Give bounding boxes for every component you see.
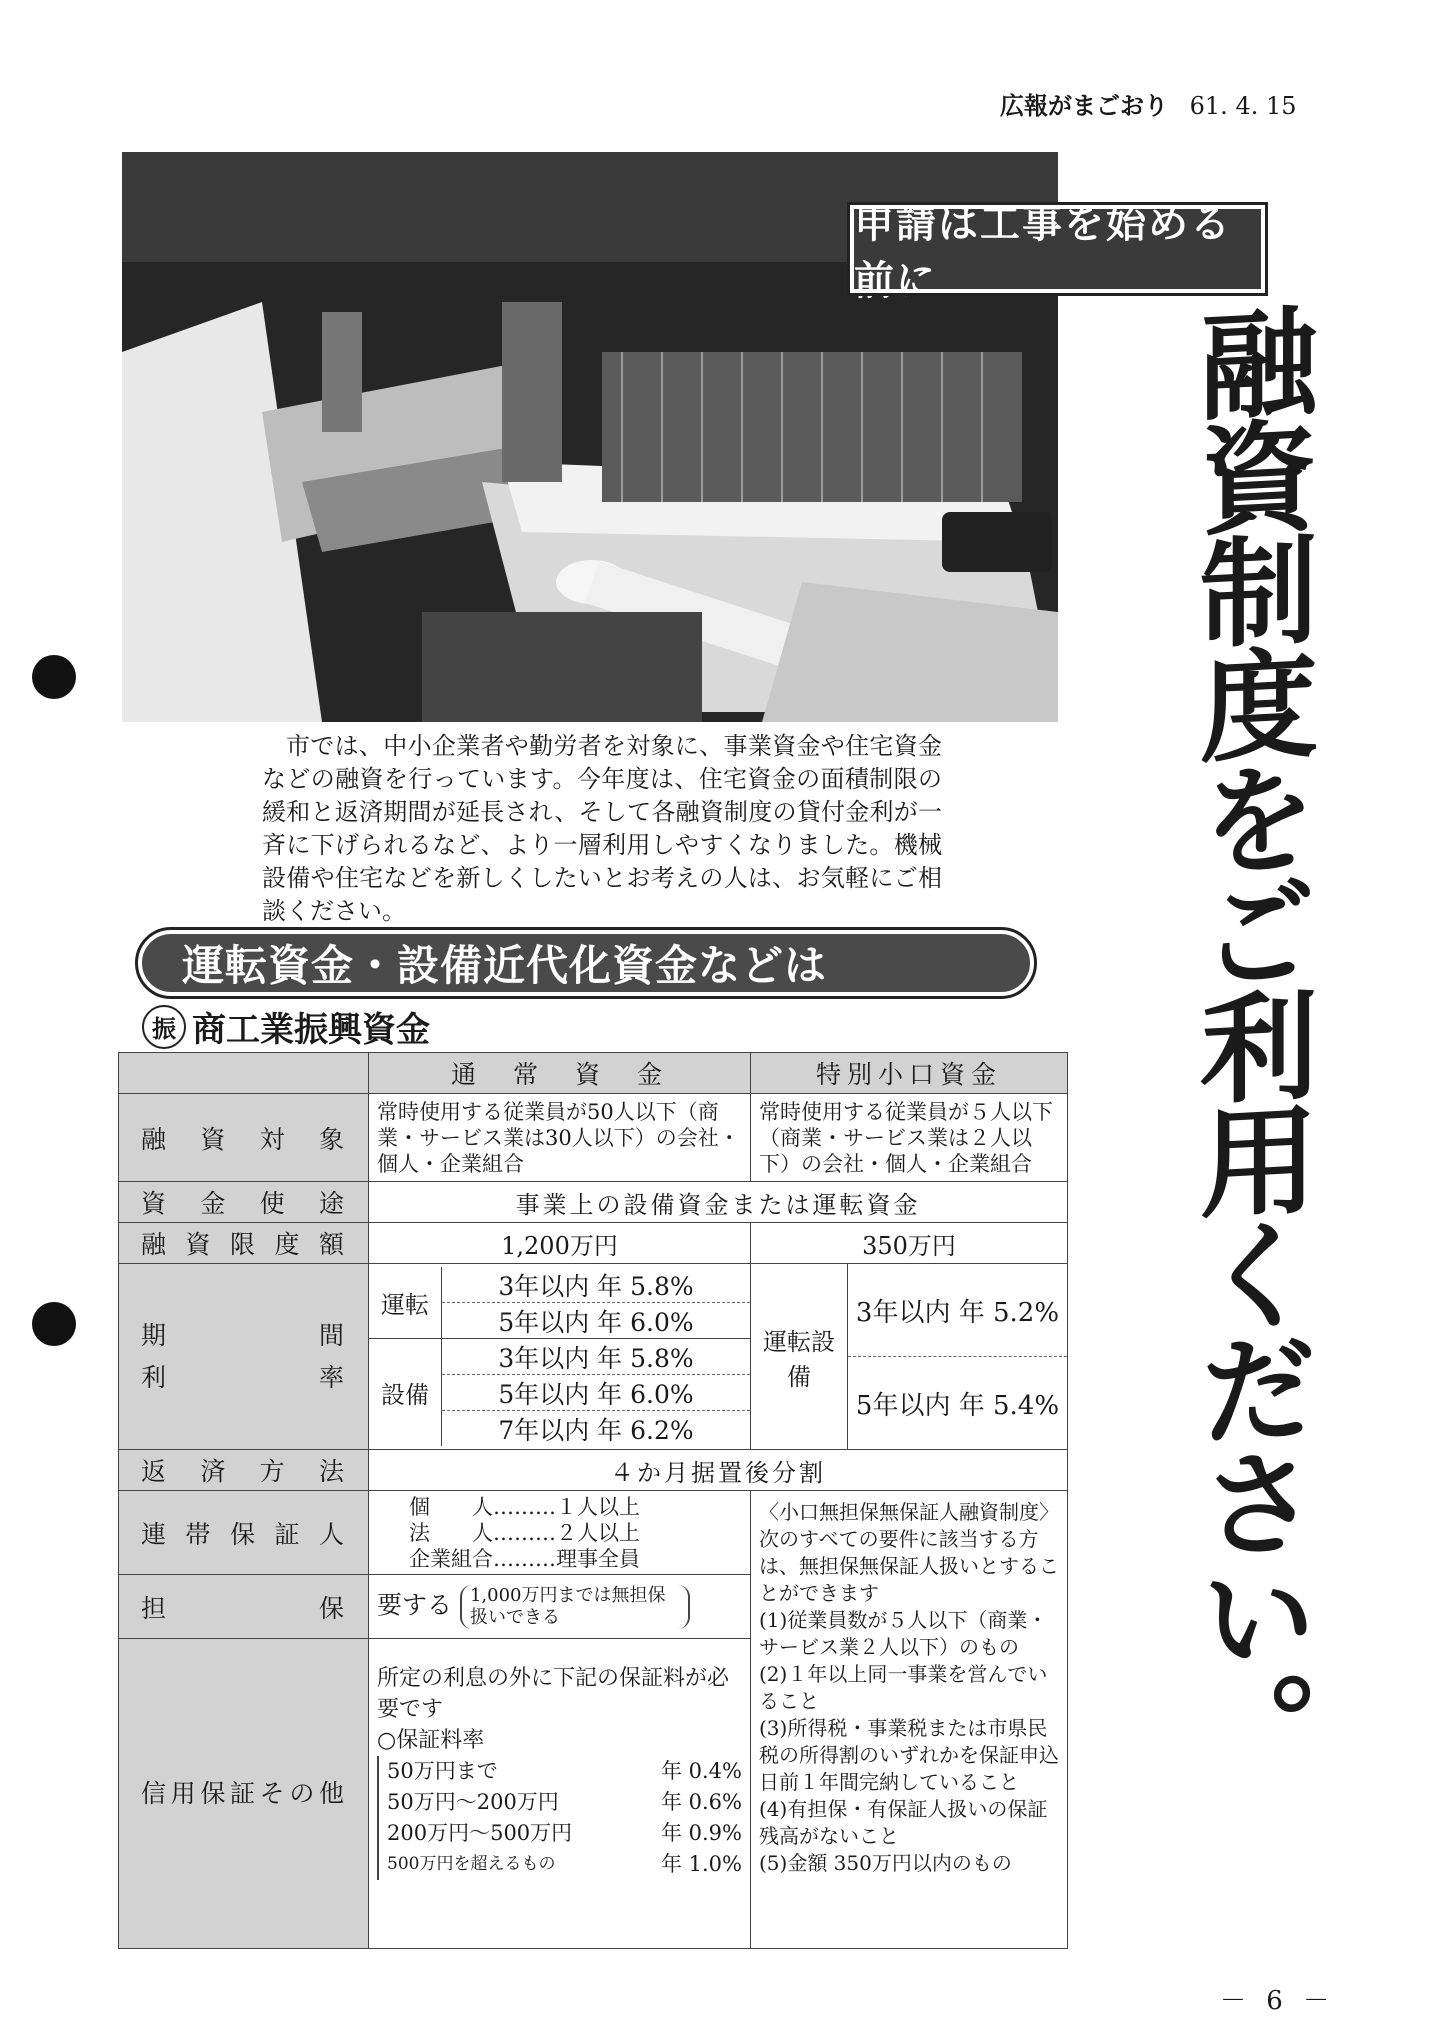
collateral-value: 要する (377, 1590, 453, 1619)
eq-rate-1: 3年以内 年 5.8% (442, 1339, 750, 1375)
issue-date: 61. 4. 15 (1189, 92, 1297, 120)
corner-cell (119, 1053, 369, 1094)
repay-value: ４か月据置後分割 (369, 1450, 1068, 1491)
row-label-repay: 返済方法 (119, 1450, 369, 1491)
target-special: 常時使用する従業員が５人以下（商業・サービス業は２人以下）の会社・個人・企業組合 (751, 1094, 1068, 1182)
publication-name: 広報がまごおり (1000, 92, 1168, 120)
equipment-label: 設備 (381, 1381, 429, 1409)
guarantor-union: 企業組合………理事全員 (409, 1546, 640, 1571)
application-notice-badge: 申請は工事を始める前に (850, 205, 1265, 293)
special-condition-1: (1)従業員数が５人以下（商業・サービス業２人以下）のもの (759, 1608, 1048, 1659)
normal-rates (369, 1264, 751, 1450)
section-title: 運転資金・設備近代化資金などは (138, 930, 1034, 996)
eq-rate-2: 5年以内 年 6.0% (442, 1375, 750, 1411)
row-label-period-rate (119, 1264, 369, 1450)
subheading-text: 商工業振興資金 (192, 1010, 430, 1050)
punch-hole (32, 1302, 76, 1346)
intro-paragraph (262, 730, 942, 928)
fee-row (377, 1756, 742, 1787)
equipment-rates (369, 1339, 750, 1446)
fee-rate: 年 0.4% (660, 1759, 742, 1783)
fee-rate: 年 1.0% (660, 1852, 742, 1876)
special-note-title: 〈小口無担保無保証人融資制度〉 (759, 1500, 1059, 1524)
page-header (1000, 86, 1297, 121)
special-condition-2: (2)１年以上同一事業を営んでいること (759, 1662, 1048, 1713)
loan-conditions-table (118, 1052, 1068, 1949)
row-label-guarantor: 連帯保証人 (119, 1491, 369, 1575)
op-rate-2: 5年以内 年 6.0% (498, 1307, 694, 1337)
main-title: 融資制度をご利用ください。 (1180, 299, 1318, 1789)
guarantor-corporate: 法 人………２人以上 (409, 1520, 640, 1545)
col-header-normal: 通 常 資 金 (369, 1053, 751, 1094)
fee-range: 50万円～200万円 (387, 1790, 559, 1814)
limit-special: 350万円 (751, 1223, 1068, 1264)
fee-row (377, 1818, 742, 1849)
operating-label: 運転 (381, 1291, 429, 1319)
use-value: 事業上の設備資金または運転資金 (369, 1182, 1068, 1223)
fee-rate: 年 0.6% (660, 1790, 742, 1814)
col-header-special: 特別小口資金 (751, 1053, 1068, 1094)
special-note-intro: 次のすべての要件に該当する方は、無担保無保証人扱いとすることができます (759, 1527, 1059, 1605)
credit-intro: 所定の利息の外に下記の保証料が必要です (377, 1666, 730, 1722)
collateral-cell (369, 1575, 751, 1639)
special-condition-3: (3)所得税・事業税または市県民税の所得割のいずれかを保証申込日前１年間完納していること (759, 1716, 1059, 1794)
fee-title: ○保証料率 (377, 1728, 485, 1753)
punch-hole (32, 655, 76, 699)
period-label: 期 間 (141, 1320, 346, 1350)
loan-subheading (142, 1002, 430, 1051)
circled-mark: 振 (142, 1005, 186, 1049)
guarantor-list (369, 1491, 751, 1575)
intro-text: 市では、中小企業者や勤労者を対象に、事業資金や住宅資金などの融資を行っています。今年度は、住宅資金の面積制限の緩和と返済期間が延長され、そして各融資制度の貸付金利が一斉に下げられるなど、より一層利用しやすくなりました。機械設備や住宅などを新しくしたいとお考えの人は、お気軽にご相談ください。 (262, 732, 942, 925)
limit-normal: 1,200万円 (369, 1223, 751, 1264)
special-condition-4: (4)有担保・有保証人扱いの保証残高がないこと (759, 1797, 1048, 1848)
row-label-collateral: 担 保 (119, 1575, 369, 1639)
target-normal: 常時使用する従業員が50人以下（商業・サービス業は30人以下）の会社・個人・企業組合 (369, 1094, 751, 1182)
special-rates (751, 1264, 1068, 1450)
page-number: － 6 － (1220, 1986, 1336, 2016)
guarantor-individual: 個 人………１人以上 (409, 1494, 640, 1519)
row-label-use: 資金使途 (119, 1182, 369, 1223)
row-label-limit: 融資限度額 (119, 1223, 369, 1264)
row-label-target: 融資対象 (119, 1094, 369, 1182)
fee-range: 500万円を超えるもの (387, 1854, 556, 1874)
special-note (751, 1491, 1068, 1949)
special-rate-label: 運転設備 (763, 1327, 835, 1391)
sp-rate-1: 3年以内 年 5.2% (855, 1297, 1060, 1328)
fee-rate: 年 0.9% (660, 1821, 742, 1845)
credit-cell (369, 1639, 751, 1949)
row-label-credit: 信用保証その他 (119, 1639, 369, 1949)
eq-rate-3: 7年以内 年 6.2% (498, 1415, 694, 1445)
collateral-note: 1,000万円までは無担保扱いできる (460, 1585, 690, 1629)
fee-row (377, 1787, 742, 1818)
rate-label: 利 率 (141, 1362, 346, 1392)
fee-range: 50万円まで (387, 1759, 498, 1783)
fee-range: 200万円～500万円 (387, 1821, 573, 1845)
special-condition-5: (5)金額 350万円以内のもの (759, 1851, 1012, 1875)
operating-rates (369, 1267, 750, 1339)
fee-row (377, 1849, 742, 1880)
op-rate-1: 3年以内 年 5.8% (442, 1267, 750, 1303)
sp-rate-2: 5年以内 年 5.4% (848, 1356, 1067, 1449)
